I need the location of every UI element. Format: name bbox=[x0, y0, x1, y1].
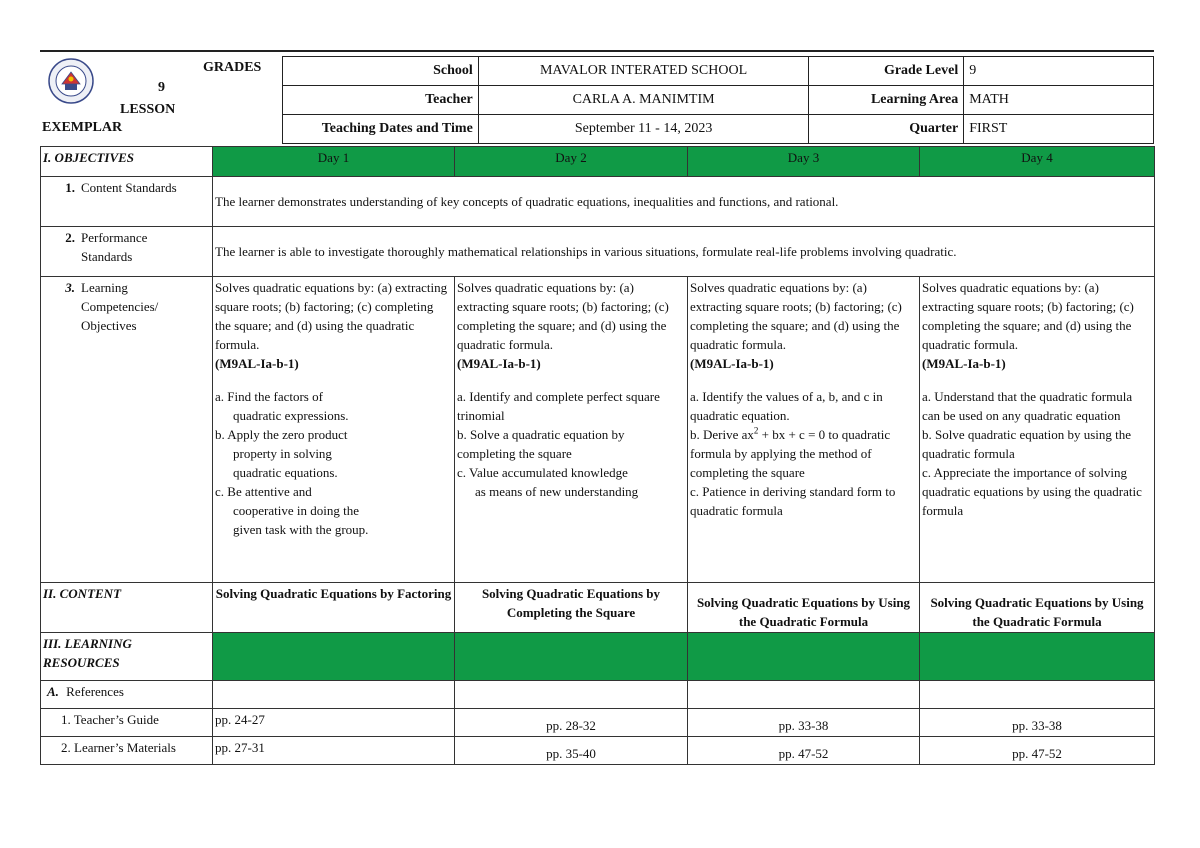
day1-obj-b: b. Apply the zero product bbox=[215, 427, 348, 442]
competency-intro: Solves quadratic equations by: (a) extracting square roots; (b) factoring; (c) completing the square; and (d) using the quadratic formula. bbox=[215, 280, 448, 352]
tg-day-2: pp. 28-32 bbox=[455, 709, 688, 737]
day-1-header: Day 1 bbox=[213, 147, 455, 177]
performance-standards-label: Performance Standards bbox=[81, 230, 148, 264]
quarter-value: FIRST bbox=[964, 115, 1154, 144]
content-standards-text: The learner demonstrates understanding of key concepts of quadratic equations, inequalities and functions, and rational. bbox=[213, 177, 1155, 227]
day2-obj-a: a. Identify and complete perfect square trinomial bbox=[457, 389, 660, 423]
day-1-competencies bbox=[213, 277, 455, 583]
competency-intro: Solves quadratic equations by: (a) extracting square roots; (b) factoring; (c) completing the square; and (d) using the quadratic formula. bbox=[690, 280, 902, 352]
competency-intro: Solves quadratic equations by: (a) extracting square roots; (b) factoring; (c) completing the square; and (d) using the quadratic formula. bbox=[922, 280, 1134, 352]
day3-obj-c-cont: quadratic formula bbox=[690, 503, 783, 518]
resources-day-4-cell bbox=[920, 633, 1155, 681]
day1-obj-a-cont: quadratic expressions. bbox=[233, 408, 349, 423]
lesson-title: LESSON bbox=[120, 102, 176, 117]
competency-code: (M9AL-Ia-b-1) bbox=[690, 356, 774, 371]
learners-materials-row bbox=[41, 737, 1155, 765]
teacher-label: Teacher bbox=[283, 86, 479, 115]
day-3-header: Day 3 bbox=[688, 147, 920, 177]
competencies-row bbox=[41, 277, 1155, 583]
day-4-header: Day 4 bbox=[920, 147, 1155, 177]
content-heading: II. CONTENT bbox=[41, 583, 213, 633]
teachers-guide-row bbox=[41, 709, 1155, 737]
day1-obj-b-cont2: quadratic equations. bbox=[233, 465, 338, 480]
lesson-plan-table bbox=[40, 146, 1155, 765]
day3-obj-b: b. Derive $ax^2$ + bx + c = 0 to quadratic formula by applying the method of bbox=[690, 425, 891, 461]
day4-obj-b: b. Solve quadratic equation by using the quadratic formula bbox=[922, 427, 1132, 461]
day-2-competencies bbox=[455, 277, 688, 583]
day1-obj-b-cont1: property in solving bbox=[233, 446, 332, 461]
day2-obj-c-cont: as means of new understanding bbox=[475, 484, 639, 499]
day-3-competencies bbox=[688, 277, 920, 583]
day1-obj-c-cont2: given task with the group. bbox=[233, 522, 369, 537]
references-row bbox=[41, 681, 1155, 709]
resources-header-row bbox=[41, 633, 1155, 681]
day1-obj-a: a. Find the factors of bbox=[215, 389, 323, 404]
content-day-2: Solving Quadratic Equations by Completing the Square bbox=[455, 583, 688, 633]
learning-area-value: MATH bbox=[964, 86, 1154, 115]
tg-day-4: pp. 33-38 bbox=[920, 709, 1155, 737]
day1-obj-c-cont1: cooperative in doing the bbox=[233, 503, 359, 518]
performance-standards-row bbox=[41, 227, 1155, 277]
competency-intro: Solves quadratic equations by: (a) extracting square roots; (b) factoring; (c) completing the square; and (d) using the quadratic formula. bbox=[457, 280, 669, 352]
resources-day-1-cell bbox=[213, 633, 455, 681]
deped-seal-icon bbox=[48, 58, 94, 104]
competencies-label: Learning Competencies/ Objectives bbox=[81, 280, 159, 333]
day3-obj-a: a. Identify the values of a, b, and c in quadratic equation. bbox=[690, 389, 883, 423]
tg-day-1: pp. 24-27 bbox=[213, 709, 455, 737]
performance-standards-text: The learner is able to investigate thoroughly mathematical relationships in various situations, formulate real-life problems involving quadratic. bbox=[213, 227, 1155, 277]
content-standards-row bbox=[41, 177, 1155, 227]
grade-number: 9 bbox=[158, 80, 165, 95]
teachers-guide-label: 1. Teacher’s Guide bbox=[41, 709, 213, 737]
school-value: MAVALOR INTERATED SCHOOL bbox=[478, 57, 809, 86]
lesson-info-table bbox=[282, 56, 1154, 144]
references-num: A. bbox=[47, 684, 59, 699]
learners-materials-label: 2. Learner’s Materials bbox=[41, 737, 213, 765]
top-rule bbox=[40, 50, 1154, 52]
school-label: School bbox=[283, 57, 479, 86]
competencies-num: 3. bbox=[65, 280, 75, 295]
resources-heading: III. LEARNING RESOURCES bbox=[41, 633, 213, 681]
tg-day-3: pp. 33-38 bbox=[688, 709, 920, 737]
grade-level-value: 9 bbox=[964, 57, 1154, 86]
dates-label: Teaching Dates and Time bbox=[283, 115, 479, 144]
day2-obj-c: c. Value accumulated knowledge bbox=[457, 465, 628, 480]
day1-obj-c: c. Be attentive and bbox=[215, 484, 312, 499]
content-day-1: Solving Quadratic Equations by Factoring bbox=[213, 583, 455, 633]
day2-obj-b: b. Solve a quadratic equation by completing the square bbox=[457, 427, 625, 461]
exemplar-title: EXEMPLAR bbox=[42, 120, 123, 135]
day3-obj-b-cont: completing the square bbox=[690, 465, 805, 480]
content-standards-label: Content Standards bbox=[81, 180, 177, 195]
lm-day-4: pp. 47-52 bbox=[920, 737, 1155, 765]
competency-code: (M9AL-Ia-b-1) bbox=[215, 356, 299, 371]
day4-obj-a: a. Understand that the quadratic formula can be used on any quadratic equation bbox=[922, 389, 1133, 423]
objectives-heading: I. OBJECTIVES bbox=[41, 147, 213, 177]
day-2-header: Day 2 bbox=[455, 147, 688, 177]
day3-obj-c: c. Patience in deriving standard form to bbox=[690, 484, 896, 499]
quarter-label: Quarter bbox=[809, 115, 964, 144]
content-standards-num: 1. bbox=[65, 180, 75, 195]
lm-day-2: pp. 35-40 bbox=[455, 737, 688, 765]
resources-day-2-cell bbox=[455, 633, 688, 681]
lm-day-1: pp. 27-31 bbox=[213, 737, 455, 765]
header-block bbox=[40, 54, 1154, 146]
competency-code: (M9AL-Ia-b-1) bbox=[922, 356, 1006, 371]
dates-value: September 11 - 14, 2023 bbox=[478, 115, 809, 144]
competency-code: (M9AL-Ia-b-1) bbox=[457, 356, 541, 371]
teacher-value: CARLA A. MANIMTIM bbox=[478, 86, 809, 115]
content-row bbox=[41, 583, 1155, 633]
references-label: References bbox=[66, 684, 124, 699]
content-day-4: Solving Quadratic Equations by Using the Quadratic Formula bbox=[920, 583, 1155, 633]
learning-area-label: Learning Area bbox=[809, 86, 964, 115]
performance-standards-num: 2. bbox=[65, 230, 75, 245]
grades-title: GRADES bbox=[203, 60, 262, 75]
day4-obj-c: c. Appreciate the importance of solving quadratic equations by using the quadratic formula bbox=[922, 465, 1142, 518]
grade-level-label: Grade Level bbox=[809, 57, 964, 86]
objectives-header-row bbox=[41, 147, 1155, 177]
resources-day-3-cell bbox=[688, 633, 920, 681]
day-4-competencies bbox=[920, 277, 1155, 583]
content-day-3: Solving Quadratic Equations by Using the Quadratic Formula bbox=[688, 583, 920, 633]
lm-day-3: pp. 47-52 bbox=[688, 737, 920, 765]
